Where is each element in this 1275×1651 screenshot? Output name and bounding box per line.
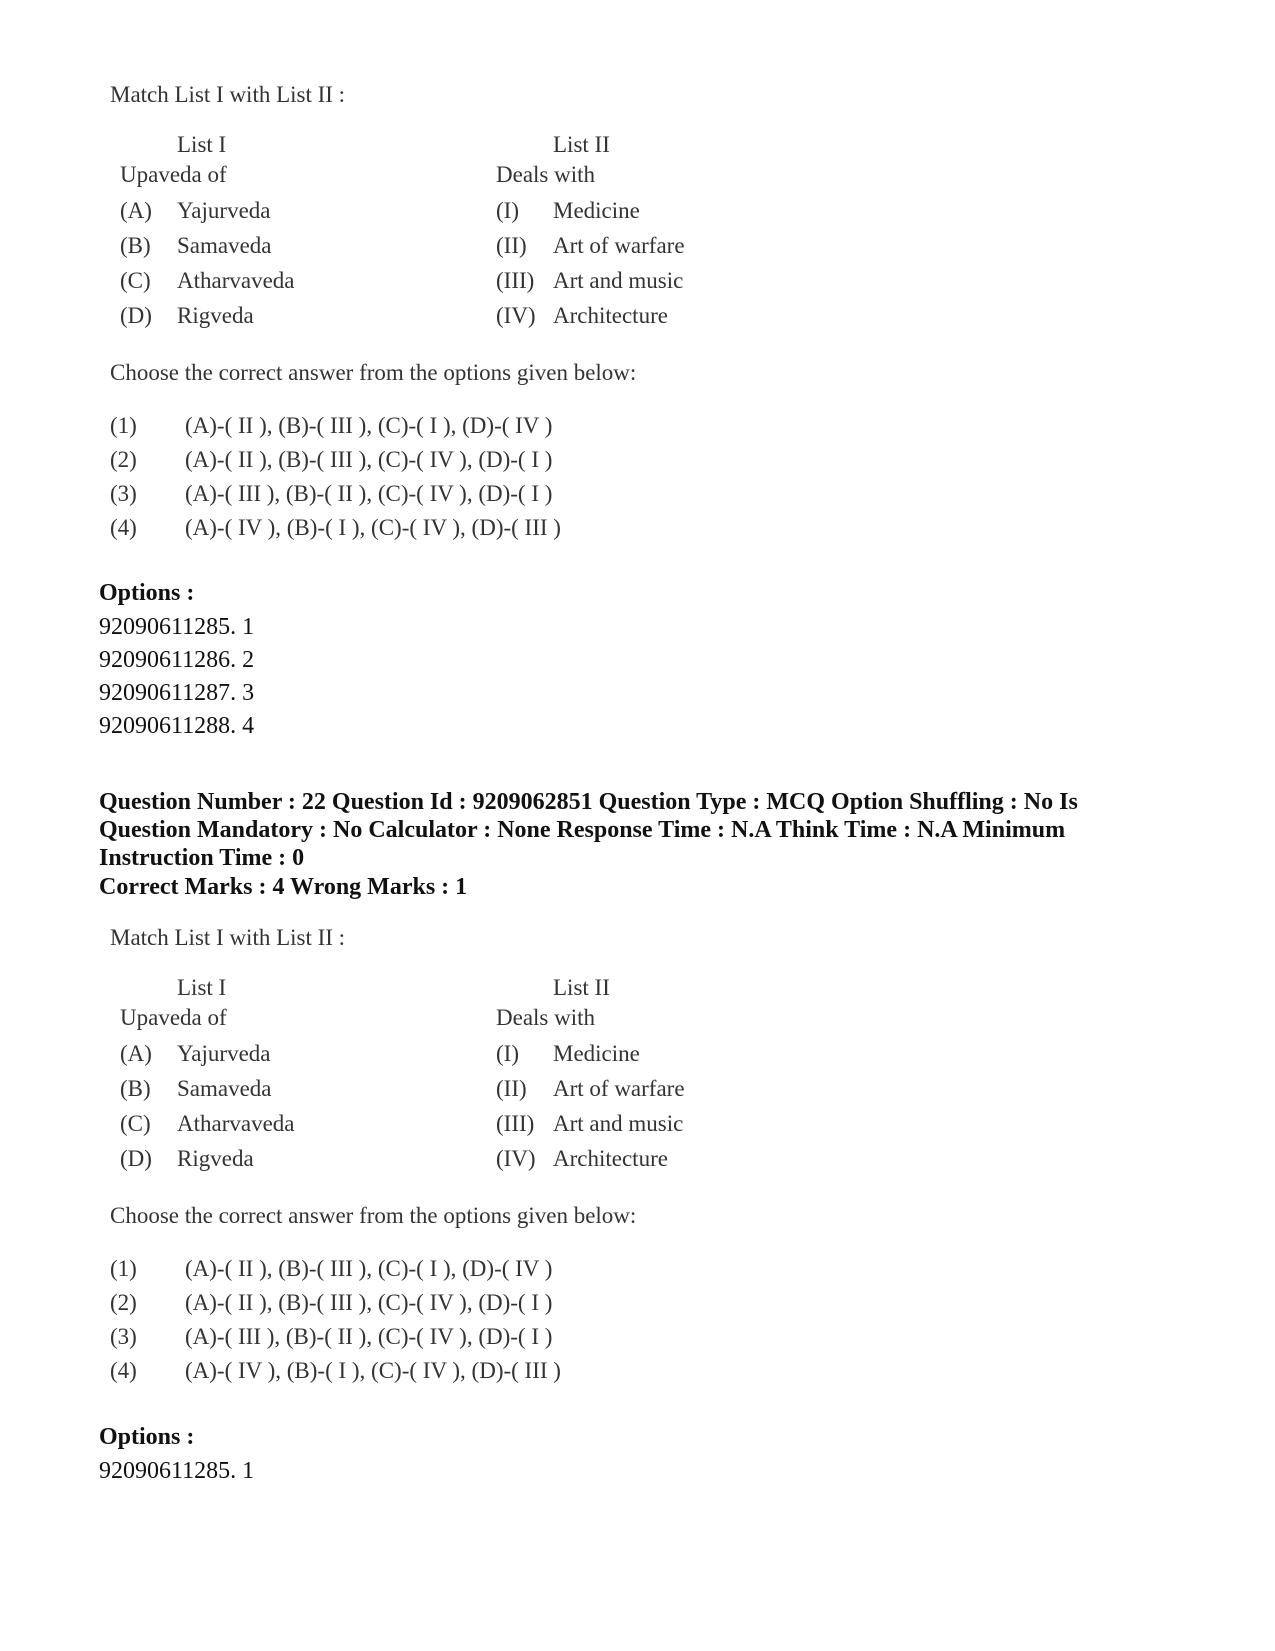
list1-text: Atharvaveda xyxy=(177,268,295,293)
options-heading: Options : xyxy=(99,580,195,606)
answer-number: (2) xyxy=(110,447,137,472)
list1-text: Atharvaveda xyxy=(177,1111,295,1136)
list1-header: List I xyxy=(177,132,227,157)
list2-label: (IV) xyxy=(496,1146,536,1171)
answer-number: (4) xyxy=(110,1358,137,1383)
list2-text: Architecture xyxy=(553,1146,668,1171)
answer-text: (A)-( III ), (B)-( II ), (C)-( IV ), (D)-( I ) xyxy=(185,1324,553,1349)
list2-text: Medicine xyxy=(553,198,640,223)
list2-sub: Deals with xyxy=(496,162,596,187)
answer-text: (A)-( IV ), (B)-( I ), (C)-( IV ), (D)-( III ) xyxy=(185,515,561,540)
list1-label: (C) xyxy=(120,1111,151,1136)
question-meta: Question Number : 22 Question Id : 9209062851 Question Type : MCQ Option Shuffling : No Is Question Mandatory : No Calculator : None Response Time : N.A Think Time : N.A Minimum Instruction Time : 0 xyxy=(99,789,1078,871)
option-item: 92090611287. 3 xyxy=(99,680,255,706)
answer-text: (A)-( II ), (B)-( III ), (C)-( IV ), (D)-( I ) xyxy=(185,1290,553,1315)
answer-number: (3) xyxy=(110,481,137,506)
answer-text: (A)-( IV ), (B)-( I ), (C)-( IV ), (D)-( III ) xyxy=(185,1358,561,1383)
list1-label: (C) xyxy=(120,268,151,293)
question-marks: Correct Marks : 4 Wrong Marks : 1 xyxy=(99,874,468,900)
option-item: 92090611285. 1 xyxy=(99,1458,255,1484)
answer-number: (1) xyxy=(110,1256,137,1281)
option-item: 92090611288. 4 xyxy=(99,713,255,739)
option-item: 92090611285. 1 xyxy=(99,614,255,640)
list2-text: Art and music xyxy=(553,1111,684,1136)
list2-sub: Deals with xyxy=(496,1005,596,1030)
list2-text: Architecture xyxy=(553,303,668,328)
choose-instruction: Choose the correct answer from the options given below: xyxy=(110,360,637,385)
list2-text: Art and music xyxy=(553,268,684,293)
list2-label: (II) xyxy=(496,1076,527,1101)
list1-label: (D) xyxy=(120,303,152,328)
list1-text: Yajurveda xyxy=(177,1041,271,1066)
list2-label: (I) xyxy=(496,1041,519,1066)
list1-label: (B) xyxy=(120,233,151,258)
list2-label: (I) xyxy=(496,198,519,223)
list1-text: Rigveda xyxy=(177,1146,254,1171)
answer-number: (2) xyxy=(110,1290,137,1315)
list2-header: List II xyxy=(553,975,610,1000)
list1-label: (A) xyxy=(120,1041,152,1066)
answer-number: (1) xyxy=(110,413,137,438)
choose-instruction: Choose the correct answer from the options given below: xyxy=(110,1203,637,1228)
list2-label: (III) xyxy=(496,268,535,293)
list2-header: List II xyxy=(553,132,610,157)
answer-number: (4) xyxy=(110,515,137,540)
list2-text: Art of warfare xyxy=(553,1076,685,1101)
list1-text: Samaveda xyxy=(177,233,272,258)
list2-label: (III) xyxy=(496,1111,535,1136)
list2-label: (II) xyxy=(496,233,527,258)
answer-text: (A)-( II ), (B)-( III ), (C)-( I ), (D)-( IV ) xyxy=(185,413,553,438)
list1-text: Samaveda xyxy=(177,1076,272,1101)
list1-label: (B) xyxy=(120,1076,151,1101)
list1-sub: Upaveda of xyxy=(120,1005,227,1030)
list2-text: Art of warfare xyxy=(553,233,685,258)
list1-label: (A) xyxy=(120,198,152,223)
answer-text: (A)-( III ), (B)-( II ), (C)-( IV ), (D)-( I ) xyxy=(185,481,553,506)
list1-sub: Upaveda of xyxy=(120,162,227,187)
list2-label: (IV) xyxy=(496,303,536,328)
answer-text: (A)-( II ), (B)-( III ), (C)-( I ), (D)-( IV ) xyxy=(185,1256,553,1281)
match-title: Match List I with List II : xyxy=(110,925,346,950)
list1-text: Yajurveda xyxy=(177,198,271,223)
option-item: 92090611286. 2 xyxy=(99,647,255,673)
list1-header: List I xyxy=(177,975,227,1000)
match-title: Match List I with List II : xyxy=(110,82,346,107)
answer-number: (3) xyxy=(110,1324,137,1349)
list1-label: (D) xyxy=(120,1146,152,1171)
answer-text: (A)-( II ), (B)-( III ), (C)-( IV ), (D)-( I ) xyxy=(185,447,553,472)
list1-text: Rigveda xyxy=(177,303,254,328)
options-heading: Options : xyxy=(99,1424,195,1450)
list2-text: Medicine xyxy=(553,1041,640,1066)
